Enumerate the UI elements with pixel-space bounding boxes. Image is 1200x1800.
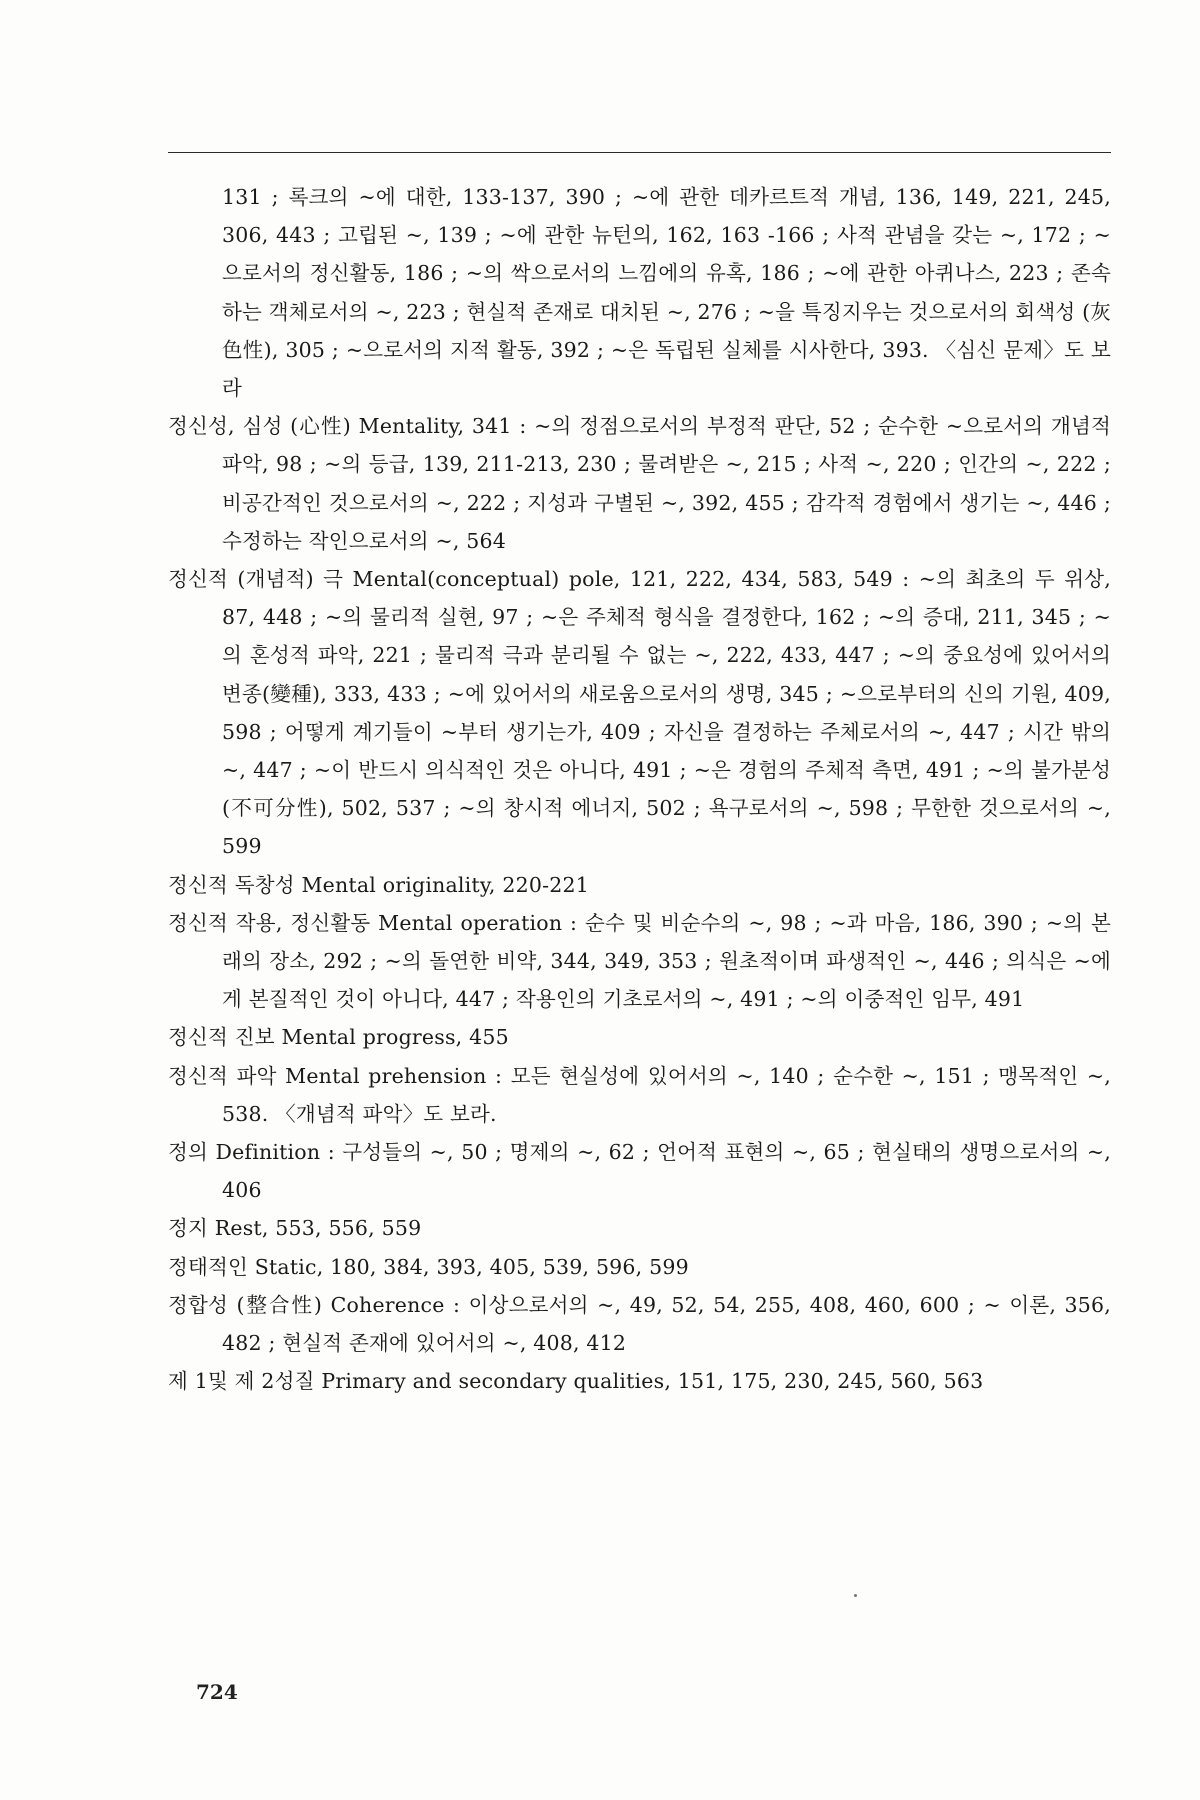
index-entry-mental-progress: 정신적 진보 Mental progress, 455: [168, 1025, 509, 1050]
index-entry-qualities: 제 1및 제 2성질 Primary and secondary qualities, 151, 175, 230, 245, 560, 563: [168, 1369, 984, 1394]
header-rule: [168, 152, 1111, 153]
index-entry-mental-pole: 정신적 (개념적) 극 Mental(conceptual) pole, 121, 222, 434, 583, 549 : ~의 최초의 두 위상, 87, 448 ; ~의 물리적 실현, 97 ; ~은 주체적 형식을 결정한다, 162 ; ~의 증대, 211, 345 ; ~의 혼성적 파악, 221 ; 물리적 극과 분리될 수 없는 ~, 222, 433, 447 ; ~의 중요성에 있어서의 변종(變種), 333, 433 ; ~에 있어서의 새로움으로서의 생명, 345 ; ~으로부터의 신의 기원, 409, 598 ; 어떻게 계기들이 ~부터 생기는가, 409 ; 자신을 결정하는 주체로서의 ~, 447 ; 시간 밖의 ~, 447 ; ~이 반드시 의식적인 것은 아니다, 491 ; ~은 경험의 주체적 측면, 491 ; ~의 불가분성 (不可分性), 502, 537 ; ~의 창시적 에너지, 502 ; 욕구로서의 ~, 598 ; 무한한 것으로서의 ~, 599: [168, 567, 1111, 859]
index-entry-mental-originality: 정신적 독창성 Mental originality, 220-221: [168, 872, 589, 897]
index-entry-rest: 정지 Rest, 553, 556, 559: [168, 1216, 422, 1241]
index-entry-definition: 정의 Definition : 구성들의 ~, 50 ; 명제의 ~, 62 ; 언어적 표현의 ~, 65 ; 현실태의 생명으로서의 ~, 406: [168, 1140, 1111, 1203]
page-number: 724: [196, 1680, 238, 1704]
index-entry-mental-operation: 정신적 작용, 정신활동 Mental operation : 순수 및 비순수의 ~, 98 ; ~과 마음, 186, 390 ; ~의 본래의 장소, 292 ; ~의 돌연한 비약, 344, 349, 353 ; 원초적이며 파생적인 ~, 446 ; 의식은 ~에게 본질적인 것이 아니다, 447 ; 작용인의 기초로서의 ~, 491 ; ~의 이중적인 임무, 491: [168, 910, 1111, 1012]
index-body: [168, 178, 1111, 1401]
index-entry-continuation: 131 ; 록크의 ~에 대한, 133-137, 390 ; ~에 관한 데카르트적 개념, 136, 149, 221, 245, 306, 443 ; 고립된 ~, 139 ; ~에 관한 뉴턴의, 162, 163 -166 ; 사적 관념을 갖는 ~, 172 ; ~으로서의 정신활동, 186 ; ~의 싹으로서의 느낌에의 유혹, 186 ; ~에 관한 아퀴나스, 223 ; 존속하는 객체로서의 ~, 223 ; 현실적 존재로 대치된 ~, 276 ; ~을 특징지우는 것으로서의 회색성 (灰色性), 305 ; ~으로서의 지적 활동, 392 ; ~은 독립된 실체를 시사한다, 393. 〈심신 문제〉도 보라: [222, 185, 1111, 401]
index-entry-mentality: 정신성, 심성 (心性) Mentality, 341 : ~의 정점으로서의 부정적 판단, 52 ; 순수한 ~으로서의 개념적 파악, 98 ; ~의 등급, 139, 211-213, 230 ; 물려받은 ~, 215 ; 사적 ~, 220 ; 인간의 ~, 222 ; 비공간적인 것으로서의 ~, 222 ; 지성과 구별된 ~, 392, 455 ; 감각적 경험에서 생기는 ~, 446 ; 수정하는 작인으로서의 ~, 564: [168, 414, 1111, 553]
index-entry-coherence: 정합성 (整合性) Coherence : 이상으로서의 ~, 49, 52, 54, 255, 408, 460, 600 ; ~ 이론, 356, 482 ; 현실적 존재에 있어서의 ~, 408, 412: [168, 1292, 1111, 1356]
index-entry-mental-prehension: 정신적 파악 Mental prehension : 모든 현실성에 있어서의 ~, 140 ; 순수한 ~, 151 ; 맹목적인 ~, 538. 〈개념적 파악〉도 보라.: [168, 1063, 1111, 1126]
index-entry-static: 정태적인 Static, 180, 384, 393, 405, 539, 596, 599: [168, 1254, 689, 1279]
print-speck: [854, 1594, 857, 1597]
